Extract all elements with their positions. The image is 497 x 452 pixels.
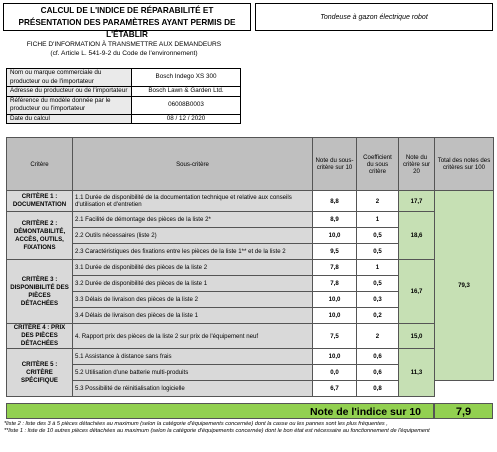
info-row	[7, 114, 241, 124]
info-label: Date du calcul	[7, 114, 132, 124]
sub-criterion-coef: 0,5	[357, 228, 399, 244]
footnotes	[4, 421, 494, 435]
criterion-5-score: 11,3	[399, 349, 435, 397]
sub-criterion-label: 4. Rapport prix des pièces de la liste 2 sur prix de l'équipement neuf	[73, 324, 313, 349]
fiche-heading	[0, 40, 248, 58]
sub-criterion-label: 2.3 Caractéristiques des fixations entre les pièces de la liste 1** et de la liste 2	[73, 244, 313, 260]
criterion-1-label: CRITÈRE 1 : DOCUMENTATION	[7, 191, 73, 212]
sub-criterion-note: 10,0	[313, 349, 357, 365]
sub-criterion-coef: 0,8	[357, 381, 399, 397]
table-row	[7, 212, 494, 228]
criterion-4-score: 15,0	[399, 324, 435, 349]
sub-criterion-coef: 2	[357, 191, 399, 212]
criterion-3-label: CRITÈRE 3 : DISPONIBILITÉ DES PIÈCES DÉTACHÉES	[7, 260, 73, 324]
info-label: Référence du modèle donnée par le producteur ou l'importateur	[7, 96, 132, 114]
info-row	[7, 87, 241, 97]
table-row	[7, 191, 494, 212]
table-row	[7, 349, 494, 365]
sub-criterion-coef: 2	[357, 324, 399, 349]
fiche-line-2: (cf. Article L. 541-9-2 du Code de l'environnement)	[50, 50, 198, 57]
total-score: 79,3	[435, 191, 494, 381]
title-box	[3, 3, 251, 39]
sub-criterion-coef: 0,2	[357, 308, 399, 324]
sub-criterion-label: 1.1 Durée de disponibilité de la documentation technique et relative aux conseils d'utilisation et d'entretien	[73, 191, 313, 212]
criterion-3-score: 16,7	[399, 260, 435, 324]
footnote-liste-2: *liste 2 : liste des 3 à 5 pièces détachées au maximum (selon la catégorie d'équipements concernée) dont la casse ou les pannes sont les plus fréquentes ,	[4, 421, 388, 427]
info-value: Bosch Indego XS 300	[132, 69, 241, 87]
sub-criterion-label: 2.1 Facilité de démontage des pièces de la liste 2*	[73, 212, 313, 228]
header-sous-critere: Sous-critère	[73, 138, 313, 191]
sub-criterion-note: 10,0	[313, 308, 357, 324]
info-row	[7, 96, 241, 114]
criterion-2-label: CRITÈRE 2 : DÉMONTABILITÉ, ACCÈS, OUTILS, FIXATIONS	[7, 212, 73, 260]
sub-criterion-coef: 0,6	[357, 349, 399, 365]
sub-criterion-coef: 0,5	[357, 244, 399, 260]
sub-criterion-label: 3.1 Durée de disponibilité des pièces de la liste 2	[73, 260, 313, 276]
repairability-table	[6, 137, 494, 397]
sub-criterion-note: 7,5	[313, 324, 357, 349]
criterion-1-score: 17,7	[399, 191, 435, 212]
sub-criterion-coef: 0,3	[357, 292, 399, 308]
sub-criterion-note: 10,0	[313, 228, 357, 244]
final-score-label: Note de l'indice sur 10	[6, 403, 434, 419]
sub-criterion-label: 3.4 Délais de livraison des pièces de la liste 1	[73, 308, 313, 324]
sub-criterion-note: 0,0	[313, 365, 357, 381]
final-score-value: 7,9	[434, 403, 493, 419]
sub-criterion-label: 5.1 Assistance à distance sans frais	[73, 349, 313, 365]
info-value: Bosch Lawn & Garden Ltd.	[132, 87, 241, 97]
sub-criterion-coef: 1	[357, 212, 399, 228]
sub-criterion-label: 2.2 Outils nécessaires (liste 2)	[73, 228, 313, 244]
info-value: 08 / 12 / 2020	[132, 114, 241, 124]
info-label: Adresse du producteur ou de l'importateur	[7, 87, 132, 97]
sub-criterion-label: 5.3 Possibilité de réinitialisation logicielle	[73, 381, 313, 397]
header-coefficient: Coefficient du sous critère	[357, 138, 399, 191]
fiche-line-1: FICHE D'INFORMATION À TRANSMETTRE AUX DEMANDEURS	[26, 41, 222, 48]
sub-criterion-label: 3.3 Délais de livraison des pièces de la liste 2	[73, 292, 313, 308]
sub-criterion-label: 3.2 Durée de disponibilité des pièces de la liste 1	[73, 276, 313, 292]
product-type: Tondeuse à gazon électrique robot	[255, 3, 493, 31]
footnote-liste-1: **liste 1 : liste de 10 autres pièces détachées au maximum (selon la catégorie d'équipements concernée) dont le bon état est nécessaire au fonctionnement de l'équipement	[4, 428, 430, 434]
sub-criterion-coef: 0,5	[357, 276, 399, 292]
header-critere: Critère	[7, 138, 73, 191]
criterion-2-score: 18,6	[399, 212, 435, 260]
info-label: Nom ou marque commerciale du producteur ou de l'importateur	[7, 69, 132, 87]
sub-criterion-note: 6,7	[313, 381, 357, 397]
sub-criterion-note: 10,0	[313, 292, 357, 308]
title-line-1: CALCUL DE L'INDICE DE RÉPARABILITÉ ET	[40, 6, 214, 15]
sub-criterion-coef: 0,6	[357, 365, 399, 381]
header-note-sous-critere: Note du sous-critère sur 10	[313, 138, 357, 191]
sub-criterion-label: 5.2 Utilisation d'une batterie multi-produits	[73, 365, 313, 381]
title-line-2: PRÉSENTATION DES PARAMÈTRES AYANT PERMIS DE L'ÉTABLIR	[18, 18, 236, 39]
sub-criterion-note: 8,8	[313, 191, 357, 212]
table-row	[7, 260, 494, 276]
sub-criterion-coef: 1	[357, 260, 399, 276]
info-row	[7, 69, 241, 87]
criterion-4-label: CRITÈRE 4 : PRIX DES PIÈCES DÉTACHÉES	[7, 324, 73, 349]
header-note-critere: Note du critère sur 20	[399, 138, 435, 191]
info-value: 06008B0003	[132, 96, 241, 114]
sub-criterion-note: 9,5	[313, 244, 357, 260]
info-table	[6, 68, 241, 124]
sub-criterion-note: 8,9	[313, 212, 357, 228]
sub-criterion-note: 7,8	[313, 260, 357, 276]
criterion-5-label: CRITÈRE 5 : CRITÈRE SPÉCIFIQUE	[7, 349, 73, 397]
header-total: Total des notes des critères sur 100	[435, 138, 494, 191]
table-row	[7, 324, 494, 349]
sub-criterion-note: 7,8	[313, 276, 357, 292]
